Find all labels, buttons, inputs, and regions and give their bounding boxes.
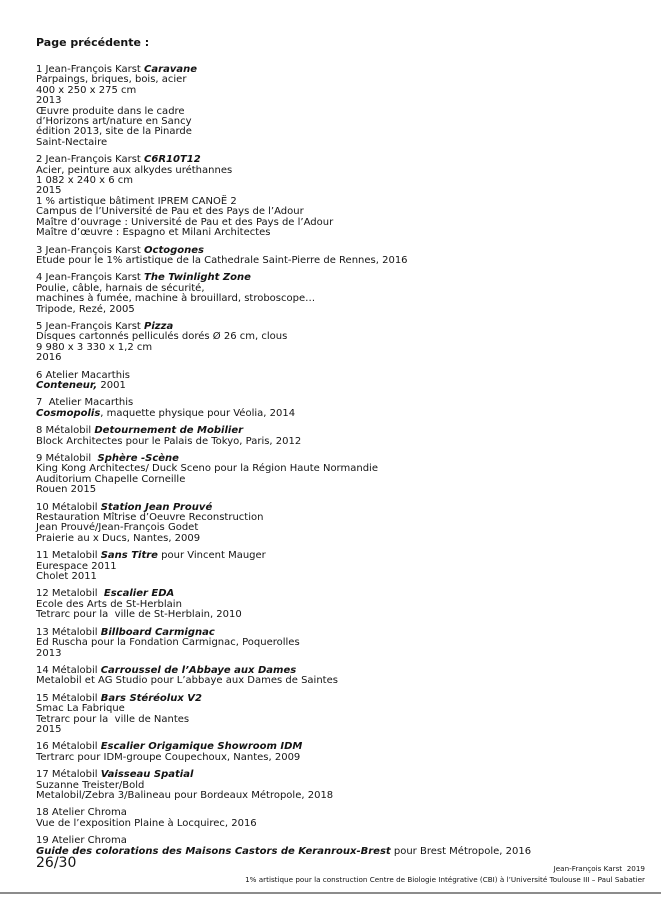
artwork-entry: [36, 770, 641, 801]
entry-text: 14 Métalobil: [36, 664, 101, 676]
entry-text: Jean Prouvé/Jean-François Godet: [36, 522, 199, 534]
artwork-entry: [36, 589, 641, 620]
entry-line: [36, 127, 641, 137]
entry-text: édition 2013, site de la Pinarde: [36, 126, 192, 138]
page-content: [36, 36, 641, 864]
entry-line: [36, 819, 641, 829]
entry-text: Restauration Mîtrise d’Oeuvre Reconstruction: [36, 512, 264, 524]
artwork-entry: [36, 551, 641, 582]
artwork-entry: [36, 836, 641, 857]
artwork-entry: [36, 666, 641, 687]
entry-line: [36, 485, 641, 495]
footer-project: 1% artistique pour la construction Centre de Biologie Intégrative (CBI) à l’Université Toulouse III – Paul Sabatier: [245, 875, 645, 884]
entry-text: 10 Métalobil: [36, 501, 101, 513]
entry-text: 1 Jean-François Karst: [36, 64, 145, 75]
entry-line: [36, 649, 641, 659]
artwork-title: Detournement de Mobilier: [94, 425, 244, 437]
entry-line: [36, 353, 641, 363]
entry-line: [36, 176, 641, 186]
entry-line: [36, 343, 641, 353]
entry-text: Maître d’œuvre : Espagno et Milani Architectes: [36, 227, 271, 239]
entry-text: Tripode, Rezé, 2005: [36, 303, 135, 315]
entry-text: 2001: [97, 379, 126, 391]
entry-text: 1 % artistique bâtiment IPREM CANOË 2: [36, 195, 237, 207]
entry-text: Auditorium Chapelle Corneille: [36, 473, 186, 485]
artwork-title: Station Jean Prouvé: [100, 501, 213, 513]
artwork-title: Sphère -Scène: [97, 453, 179, 464]
page-title: Page précédente :: [36, 36, 150, 49]
page-number: 26/30: [36, 855, 77, 871]
artwork-title: Escalier EDA: [103, 588, 175, 600]
entry-text: pour Vincent Mauger: [157, 550, 266, 562]
artwork-title: Octogones: [144, 244, 205, 256]
artwork-entry: [36, 694, 641, 736]
entry-text: Tertrarc pour IDM-groupe Coupechoux, Nantes, 2009: [36, 751, 301, 763]
entry-text: , maquette physique pour Véolia, 2014: [100, 407, 296, 419]
entry-text: 16 Métalobil: [36, 741, 101, 753]
artwork-title: Sans Titre: [100, 550, 158, 562]
entry-line: [36, 694, 641, 704]
entry-text: 19 Atelier Chroma: [36, 835, 127, 847]
entry-text: machines à fumée, machine à brouillard, stroboscope…: [36, 293, 316, 305]
entry-text: 12 Metalobil: [36, 588, 104, 600]
entry-text: 11 Metalobil: [36, 550, 101, 562]
entry-line: [36, 305, 641, 315]
entry-line: [36, 437, 641, 447]
entry-text: 1 082 x 240 x 6 cm: [36, 175, 134, 187]
artwork-title: Conteneur,: [36, 379, 98, 391]
entry-text: Praierie au x Ducs, Nantes, 2009: [36, 532, 201, 544]
entry-text: Tetrarc pour la ville de St-Herblain, 2010: [36, 609, 242, 621]
entry-text: 2013: [36, 95, 62, 107]
entry-line: [36, 847, 641, 857]
entry-text: Block Architectes pour le Palais de Tokyo, Paris, 2012: [36, 435, 302, 447]
entry-text: Cholet 2011: [36, 571, 97, 583]
entry-line: [36, 409, 641, 419]
entry-line: [36, 256, 641, 266]
entry-text: 6 Atelier Macarthis: [36, 369, 131, 381]
entry-line: [36, 638, 641, 648]
entry-text: 8 Métalobil: [36, 425, 95, 437]
artwork-title: Carroussel de l’Abbaye aux Dames: [100, 664, 297, 676]
artwork-entry: [36, 503, 641, 545]
entry-line: [36, 228, 641, 238]
entry-text: 2015: [36, 723, 62, 735]
entry-text: 15 Métalobil: [36, 692, 101, 704]
entry-line: [36, 371, 641, 381]
artwork-title: Vaisseau Spatial: [100, 769, 194, 781]
entry-text: 17 Métalobil: [36, 769, 101, 781]
entry-text: Tetrarc pour la ville de Nantes: [36, 713, 190, 725]
artwork-title: Guide des colorations des Maisons Castors de Keranroux-Brest: [36, 845, 391, 857]
artwork-title: Escalier Origamique Showroom IDM: [100, 741, 303, 753]
artwork-title: The Twinlight Zone: [144, 272, 251, 284]
entry-line: [36, 715, 641, 725]
entry-text: Metalobil/Zebra 3/Balineau pour Bordeaux Métropole, 2018: [36, 789, 334, 801]
entry-text: 9 Métalobil: [36, 453, 98, 464]
artwork-entry: [36, 155, 641, 238]
artwork-entry: [36, 322, 641, 364]
entry-line: [36, 572, 641, 582]
entry-line: [36, 475, 641, 485]
entry-text: Etude pour le 1% artistique de la Cathedrale Saint-Pierre de Rennes, 2016: [36, 254, 408, 266]
artwork-entry: [36, 246, 641, 267]
entry-text: King Kong Architectes/ Duck Sceno pour la Région Haute Normandie: [36, 463, 378, 475]
entry-line: [36, 676, 641, 686]
entry-text: Disques cartonnés pelliculés dorés Ø 26 cm, clous: [36, 331, 288, 343]
entry-text: Campus de l’Université de Pau et des Pays de l’Adour: [36, 206, 304, 218]
entry-line: [36, 753, 641, 763]
entry-text: Saint-Nectaire: [36, 136, 108, 148]
bottom-rule: [0, 892, 661, 894]
entry-line: [36, 534, 641, 544]
entry-text: Rouen 2015: [36, 484, 97, 496]
entry-line: [36, 138, 641, 148]
entry-line: [36, 791, 641, 801]
artwork-entry: [36, 398, 641, 419]
artwork-entry: [36, 371, 641, 392]
entry-text: 2016: [36, 352, 62, 364]
artwork-entry: [36, 742, 641, 763]
artwork-title: Billboard Carmignac: [100, 626, 215, 638]
footer-author: Jean-François Karst 2019: [553, 864, 645, 873]
entry-line: [36, 381, 641, 391]
entry-text: Suzanne Treister/Bold: [36, 779, 145, 791]
entry-text: Vue de l’exposition Plaine à Locquirec, 2016: [36, 817, 257, 829]
artwork-entry: [36, 273, 641, 315]
entry-text: 400 x 250 x 275 cm: [36, 84, 137, 96]
entry-text: Poulie, câble, harnais de sécurité,: [36, 282, 205, 294]
entry-line: [36, 725, 641, 735]
artwork-entry: [36, 426, 641, 447]
artwork-list: [36, 65, 641, 857]
entry-text: 2 Jean-François Karst: [36, 154, 145, 166]
entry-text: Parpaings, briques, bois, acier: [36, 74, 187, 86]
entry-text: d’Horizons art/nature en Sancy: [36, 116, 192, 128]
entry-text: Ecole des Arts de St-Herblain: [36, 598, 182, 610]
entry-text: 9 980 x 3 330 x 1,2 cm: [36, 341, 153, 353]
entry-line: [36, 551, 641, 561]
entry-text: 4 Jean-François Karst: [36, 272, 145, 284]
artwork-title: Pizza: [144, 320, 174, 332]
artwork-title: Caravane: [144, 64, 197, 75]
entry-text: 3 Jean-François Karst: [36, 244, 145, 256]
entry-text: pour Brest Métropole, 2016: [390, 845, 532, 857]
entry-text: 2013: [36, 647, 62, 659]
artwork-title: Bars Stéréolux V2: [100, 692, 202, 704]
entry-text: Maître d’ouvrage : Université de Pau et des Pays de l’Adour: [36, 216, 334, 228]
artwork-entry: [36, 628, 641, 659]
entry-text: Smac La Fabrique: [36, 703, 125, 715]
entry-text: 13 Métalobil: [36, 626, 101, 638]
artwork-entry: [36, 454, 641, 496]
entry-text: 2015: [36, 185, 62, 197]
artwork-entry: [36, 808, 641, 829]
entry-line: [36, 562, 641, 572]
entry-text: Eurespace 2011: [36, 560, 117, 572]
entry-text: Ed Ruscha pour la Fondation Carmignac, Poquerolles: [36, 637, 300, 649]
entry-text: Acier, peinture aux alkydes uréthannes: [36, 164, 233, 176]
entry-line: [36, 610, 641, 620]
entry-text: 18 Atelier Chroma: [36, 807, 127, 819]
entry-text: Œuvre produite dans le cadre: [36, 105, 185, 117]
artwork-title: Cosmopolis: [36, 407, 101, 419]
entry-text: Metalobil et AG Studio pour L’abbaye aux Dames de Saintes: [36, 675, 338, 687]
entry-text: 5 Jean-François Karst: [36, 320, 145, 332]
entry-line: [36, 86, 641, 96]
artwork-entry: [36, 65, 641, 148]
artwork-title: C6R10T12: [144, 154, 201, 166]
entry-text: 7 Atelier Macarthis: [36, 397, 134, 409]
